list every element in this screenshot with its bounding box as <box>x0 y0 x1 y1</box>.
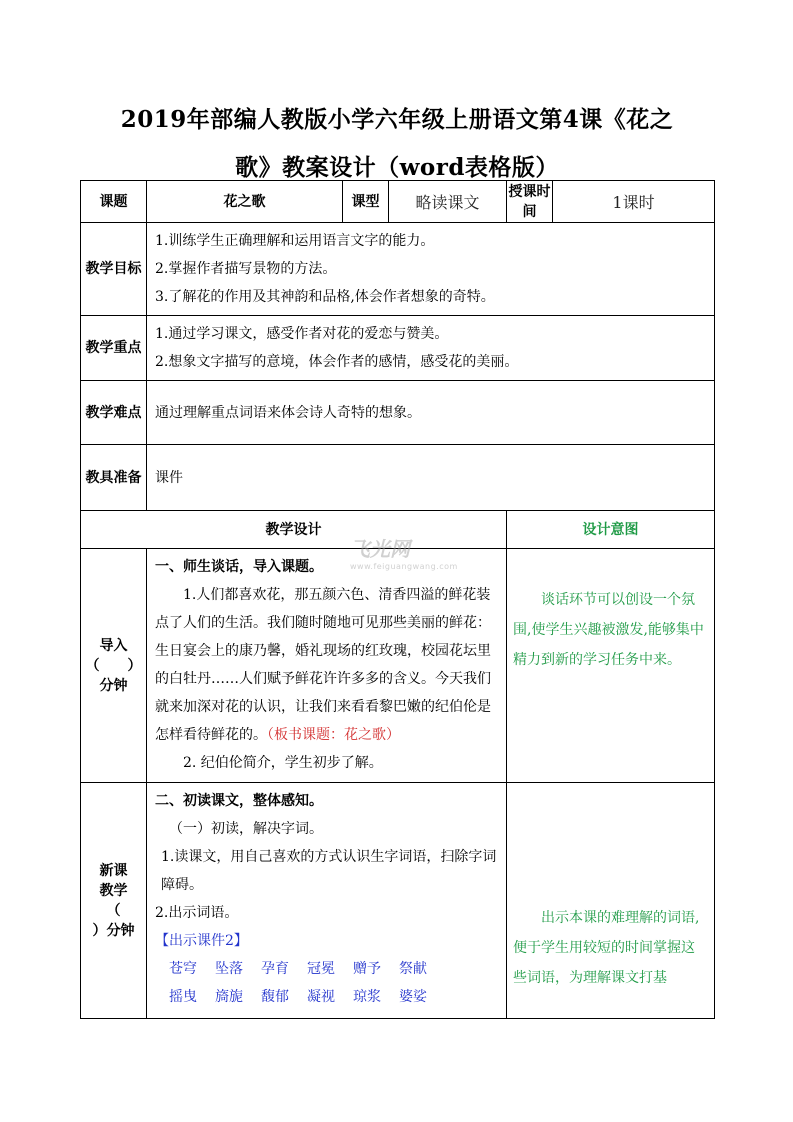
key-point-item: 1.通过学习课文，感受作者对花的爱恋与赞美。 <box>155 326 449 342</box>
time-value: 1课时 <box>553 181 715 223</box>
courseware-note: 【出示课件2】 <box>155 933 248 949</box>
difficulties-row <box>81 381 715 445</box>
word-item: 馥郁 <box>261 989 289 1005</box>
key-points-content <box>147 316 715 381</box>
new-lesson-label-line: 教学 <box>99 882 128 899</box>
type-label: 课型 <box>343 181 389 223</box>
watermark-logo <box>350 537 458 576</box>
word-item: 旖旎 <box>215 989 243 1005</box>
topic-label: 课题 <box>81 181 147 223</box>
word-item: 孕育 <box>261 961 289 977</box>
new-lesson-label-line: 新课 <box>99 862 128 879</box>
intro-label-line: 分钟 <box>99 677 128 694</box>
board-note: （板书课题：花之歌） <box>267 727 400 743</box>
intro-para <box>155 581 498 749</box>
objective-item: 1.训练学生正确理解和运用语言文字的能力。 <box>155 233 435 249</box>
difficulties-label: 教学难点 <box>81 381 147 445</box>
lesson-plan-table <box>80 180 715 1019</box>
word-list-row <box>155 955 498 983</box>
objective-item: 2.掌握作者描写景物的方法。 <box>155 261 337 277</box>
tools-label: 教具准备 <box>81 445 147 511</box>
topic-value: 花之歌 <box>147 181 343 223</box>
intro-label <box>81 549 147 783</box>
intro-label-line: 导入 <box>99 637 128 654</box>
header-row <box>81 181 715 223</box>
new-lesson-intent <box>507 783 715 1019</box>
new-lesson-step: 1.读课文，用自己喜欢的方式认识生字词语，扫除字词障碍。 <box>161 849 497 893</box>
word-item: 冠冕 <box>307 961 335 977</box>
word-item: 祭献 <box>399 961 427 977</box>
objectives-label: 教学目标 <box>81 223 147 316</box>
new-lesson-heading: 二、初读课文，整体感知。 <box>155 793 323 809</box>
watermark-text: 飞光网 <box>350 537 410 561</box>
design-header-left: 教学设计 <box>81 511 507 549</box>
intro-content <box>147 549 507 783</box>
intro-label-line: （ ） <box>85 657 142 674</box>
word-item: 琼浆 <box>353 989 381 1005</box>
new-lesson-content <box>147 783 507 1019</box>
word-item: 赠予 <box>353 961 381 977</box>
type-value: 略读课文 <box>389 181 507 223</box>
time-label: 授课时间 <box>507 181 553 223</box>
key-point-item: 2.想象文字描写的意境，体会作者的感情，感受花的美丽。 <box>155 354 519 370</box>
new-lesson-label-line: （ <box>106 902 121 919</box>
new-lesson-step: 2.出示词语。 <box>155 905 239 921</box>
word-list-row <box>155 983 498 1011</box>
title-line-1: 2019年部编人教版小学六年级上册语文第4课《花之 <box>120 106 674 133</box>
word-item: 婆娑 <box>399 989 427 1005</box>
intro-intent <box>507 549 715 783</box>
new-lesson-row <box>81 783 715 1019</box>
intro-intent-text: 谈话环节可以创设一个氛围,使学生兴趣被激发,能够集中精力到新的学习任务中来。 <box>513 592 704 668</box>
key-points-row <box>81 316 715 381</box>
new-lesson-sub: （一）初读，解决字词。 <box>169 821 323 837</box>
tools-text: 课件 <box>147 445 715 511</box>
objectives-content <box>147 223 715 316</box>
word-item: 坠落 <box>215 961 243 977</box>
intro-para-2: 2. 纪伯伦简介，学生初步了解。 <box>183 755 383 771</box>
intro-row <box>81 549 715 783</box>
word-item: 摇曳 <box>169 989 197 1005</box>
new-lesson-label-line: ）分钟 <box>92 922 135 939</box>
tools-row <box>81 445 715 511</box>
document-title <box>80 96 714 192</box>
objectives-row <box>81 223 715 316</box>
objective-item: 3.了解花的作用及其神韵和品格,体会作者想象的奇特。 <box>155 289 495 305</box>
intro-para-text: 1.人们都喜欢花，那五颜六色、清香四溢的鲜花装点了人们的生活。我们随时随地可见那些美丽的鲜花：生日宴会上的康乃馨，婚礼现场的红玫瑰，校园花坛里的白牡丹……人们赋予鲜花许许多多的含义。今天我们就来加深对花的认识，让我们来看看黎巴嫩的纪伯伦是怎样看待鲜花的。 <box>155 587 491 743</box>
difficulties-text: 通过理解重点词语来体会诗人奇特的想象。 <box>147 381 715 445</box>
intro-heading: 一、师生谈话，导入课题。 <box>155 559 323 575</box>
title-line-2: 歌》教案设计（word表格版） <box>235 154 559 181</box>
word-item: 苍穹 <box>169 961 197 977</box>
word-item: 凝视 <box>307 989 335 1005</box>
new-lesson-intent-text: 出示本课的难理解的词语,便于学生用较短的时间掌握这些词语，为理解课文打基 <box>513 910 700 986</box>
watermark-url: www.feiguangwang.com <box>350 562 458 571</box>
key-points-label: 教学重点 <box>81 316 147 381</box>
new-lesson-label <box>81 783 147 1019</box>
design-header-right: 设计意图 <box>507 511 715 549</box>
